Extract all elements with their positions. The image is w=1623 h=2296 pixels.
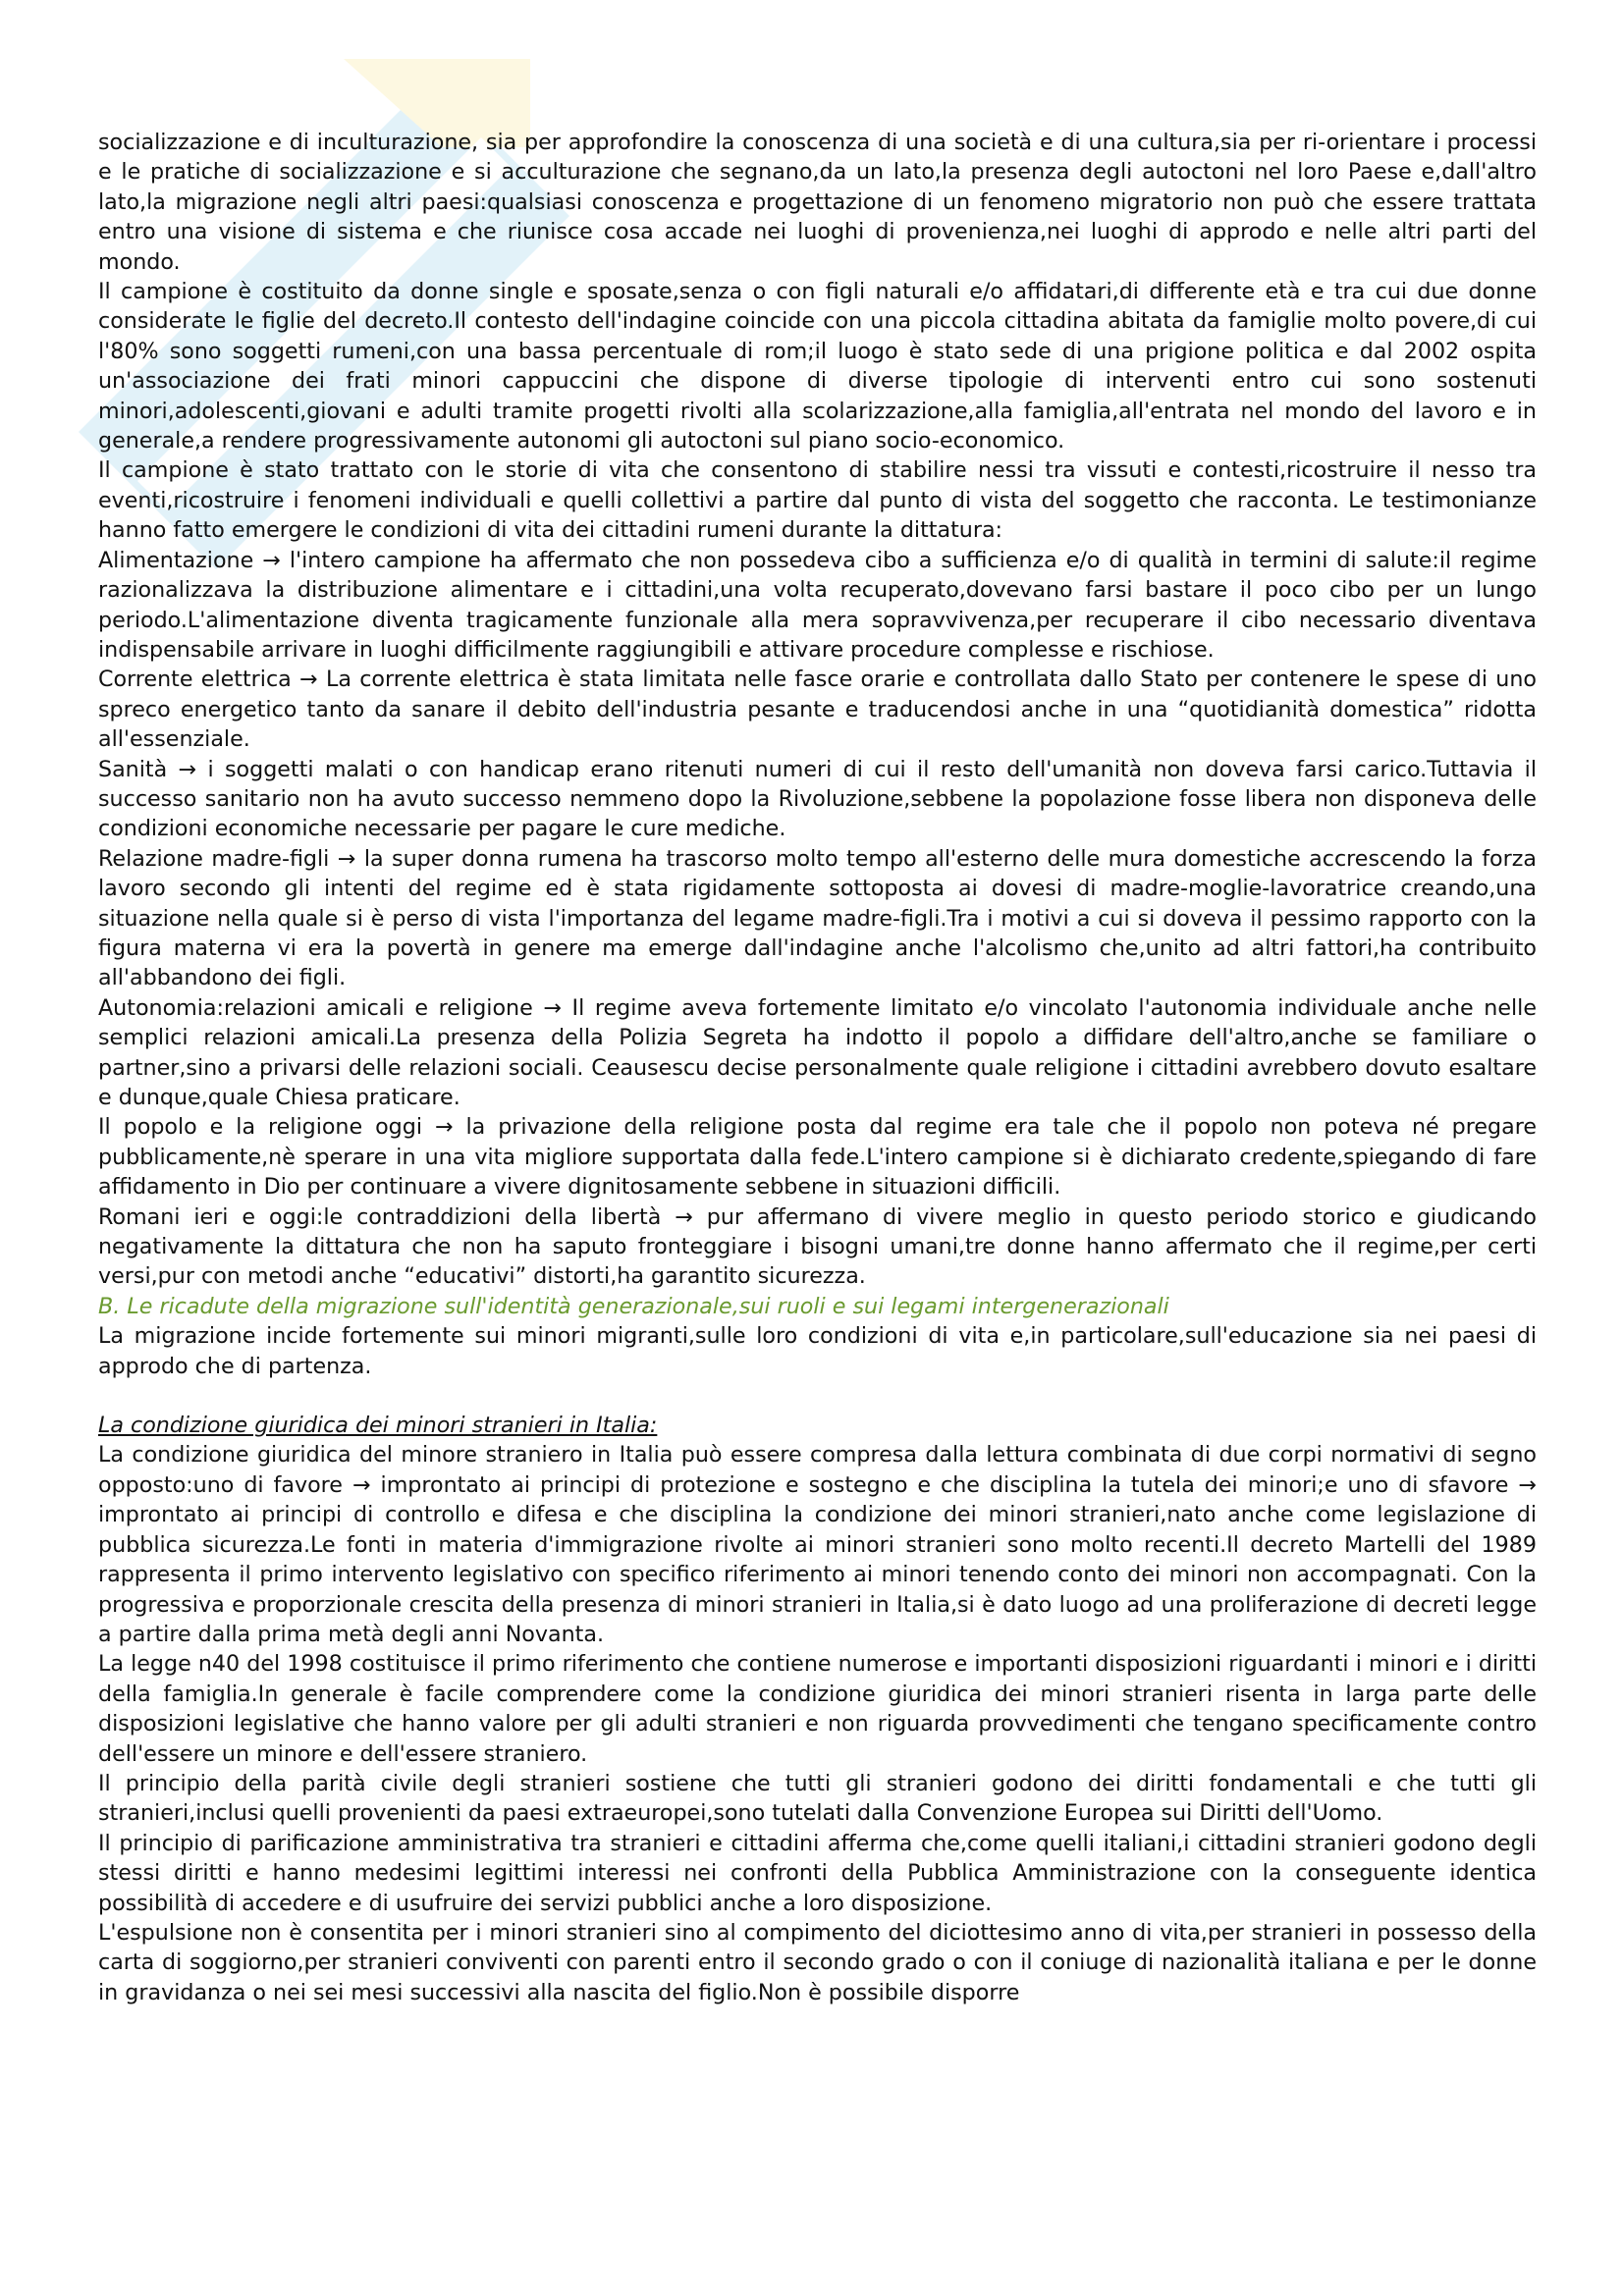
subsection-heading: La condizione giuridica dei minori stranieri in Italia: (98, 1413, 658, 1439)
paragraph: Autonomia:relazioni amicali e religione → Il regime aveva fortemente limitato e/o vincolato l'autonomia individuale anche nelle semplici relazioni amicali.La presenza della Polizia Segreta ha indotto il popolo a diffidare dell'altro,anche se familiare o partner,sino a privarsi delle relazioni sociali. Ceausescu decise personalmente quale religione i cittadini avrebbero dovuto esaltare e dunque,quale Chiesa praticare. (98, 994, 1537, 1110)
paragraph-gap (98, 1381, 1537, 1411)
paragraph: Relazione madre-figli → la super donna rumena ha trascorso molto tempo all'esterno delle mura domestiche accrescendo la forza lavoro secondo gli intenti del regime ed è stata rigidamente sottoposta ai dovesi di madre-moglie-lavoratrice creando,una situazione nella quale si è perso di vista l'importanza del legame madre-figli.Tra i motivi a cui si doveva il pessimo rapporto con la figura materna vi era la povertà in genere ma emerge dall'indagine anche l'alcolismo che,unito ad altri fattori,ha contribuito all'abbandono dei figli. (98, 845, 1537, 991)
paragraph: Corrente elettrica → La corrente elettrica è stata limitata nelle fasce orarie e controllata dallo Stato per contenere le spese di uno spreco energetico tanto da sanare il debito dell'industria pesante e traducendosi anche in una “quotidianità domestica” ridotta all'essenziale. (98, 667, 1537, 753)
paragraph: Il principio della parità civile degli stranieri sostiene che tutti gli stranieri godono dei diritti fondamentali e che tutti gli stranieri,inclusi quelli provenienti da paesi extraeuropei,sono tutelati dalla Convenzione Europea sui Diritti dell'Uomo. (98, 1770, 1537, 1827)
paragraph: Il campione è stato trattato con le storie di vita che consentono di stabilire nessi tra vissuti e contesti,ricostruire il nesso tra eventi,ricostruire i fenomeni individuali e quelli collettivi a partire dal punto di vista del soggetto che racconta. Le testimonianze hanno fatto emergere le condizioni di vita dei cittadini rumeni durante la dittatura: (98, 457, 1537, 544)
paragraph: L'espulsione non è consentita per i minori stranieri sino al compimento del diciottesimo anno di vita,per stranieri in possesso della carta di soggiorno,per stranieri conviventi con parenti entro il secondo grado o con il coniuge di nazionalità italiana e per le donne in gravidanza o nei sei mesi successivi alla nascita del figlio.Non è possibile disporre (98, 1919, 1537, 2005)
paragraph: La condizione giuridica del minore straniero in Italia può essere compresa dalla lettura combinata di due corpi normativi di segno opposto:uno di favore → improntato ai principi di protezione e sostegno e che disciplina la tutela dei minori;e uno di sfavore → improntato ai principi di controllo e difesa e che disciplina la condizione dei minori stranieri,nato anche come legislazione di pubblica sicurezza.Le fonti in materia d'immigrazione rivolte ai minori stranieri sono molto recenti.Il decreto Martelli del 1989 rappresenta il primo intervento legislativo con specifico riferimento ai minori tenendo conto dei minori non accompagnati. Con la progressiva e proporzionale crescita della presenza di minori stranieri in Italia,si è dato luogo ad una proliferazione di decreti legge a partire dalla prima metà degli anni Novanta. (98, 1442, 1537, 1647)
paragraph: socializzazione e di inculturazione, sia per approfondire la conoscenza di una società e di una cultura,sia per ri-orientare i processi e le pratiche di socializzazione e si acculturazione che segnano,da un lato,la presenza degli autoctoni nel loro Paese e,dall'altro lato,la migrazione negli altri paesi:qualsiasi conoscenza e progettazione di un fenomeno migratorio non può che essere trattata entro una visione di sistema e che riunisce cosa accade nei luoghi di provenienza,nei luoghi di approdo e nelle altri parti del mondo. (98, 130, 1537, 275)
paragraph: Il popolo e la religione oggi → la privazione della religione posta dal regime era tale che il popolo non poteva né pregare pubblicamente,nè sperare in una vita migliore supportata dalla fede.L'intero campione si è dichiarato credente,spiegando di fare affidamento in Dio per continuare a vivere dignitosamente sebbene in situazioni difficili. (98, 1114, 1537, 1201)
paragraph: La migrazione incide fortemente sui minori migranti,sulle loro condizioni di vita e,in particolare,sull'educazione sia nei paesi di approdo che di partenza. (98, 1323, 1537, 1379)
paragraph: Il principio di parificazione amministrativa tra stranieri e cittadini afferma che,come quelli italiani,i cittadini stranieri godono degli stessi diritti e hanno medesimi legittimi interessi nei confronti della Pubblica Amministrazione con la conseguente identica possibilità di accedere e di usufruire dei servizi pubblici anche a loro disposizione. (98, 1830, 1537, 1916)
paragraph: Sanità → i soggetti malati o con handicap erano ritenuti numeri di cui il resto dell'umanità non doveva farsi carico.Tuttavia il successo sanitario non ha avuto successo nemmeno dopo la Rivoluzione,sebbene la popolazione fosse libera non disponeva delle condizioni economiche necessarie per pagare le cure mediche. (98, 756, 1537, 842)
document-page (98, 128, 1537, 2007)
paragraph: La legge n40 del 1998 costituisce il primo riferimento che contiene numerose e importanti disposizioni riguardanti i minori e i diritti della famiglia.In generale è facile comprendere come la condizione giuridica dei minori stranieri risenta in larga parte delle disposizioni legislative che hanno valore per gli adulti stranieri e non riguarda provvedimenti che tengano specificamente contro dell'essere un minore e dell'essere straniero. (98, 1651, 1537, 1767)
paragraph: Romani ieri e oggi:le contraddizioni della libertà → pur affermano di vivere meglio in questo periodo storico e giudicando negativamente la dittatura che non ha saputo fronteggiare i bisogni umani,tre donne hanno affermato che il regime,per certi versi,pur con metodi anche “educativi” distorti,ha garantito sicurezza. (98, 1203, 1537, 1290)
paragraph: Alimentazione → l'intero campione ha affermato che non possedeva cibo a sufficienza e/o di qualità in termini di salute:il regime razionalizzava la distribuzione alimentare e i cittadini,una volta recuperato,dovevano farsi bastare il poco cibo per un lungo periodo.L'alimentazione diventa tragicamente funzionale alla mera sopravvivenza,per recuperare il cibo necessario diventava indispensabile arrivare in luoghi difficilmente raggiungibili e attivare procedure complesse e rischiose. (98, 547, 1537, 663)
paragraph: Il campione è costituito da donne single e sposate,senza o con figli naturali e/o affidatari,di differente età e tra cui due donne considerate le figlie del decreto.Il contesto dell'indagine coincide con una piccola cittadina abitata da famiglie molto povere,di cui l'80% sono soggetti rumeni,con una bassa percentuale di rom;il luogo è stato sede di una prigione politica e dal 2002 ospita un'associazione dei frati minori cappuccini che dispone di diverse tipologie di interventi entro cui sono sostenuti minori,adolescenti,giovani e adulti tramite progetti rivolti alla scolarizzazione,alla famiglia,all'entrata nel mondo del lavoro e in generale,a rendere progressivamente autonomi gli autoctoni sul piano socio-economico. (98, 279, 1537, 454)
section-heading: B. Le ricadute della migrazione sull'identità generazionale,sui ruoli e sui legami intergenerazionali (98, 1293, 1169, 1319)
